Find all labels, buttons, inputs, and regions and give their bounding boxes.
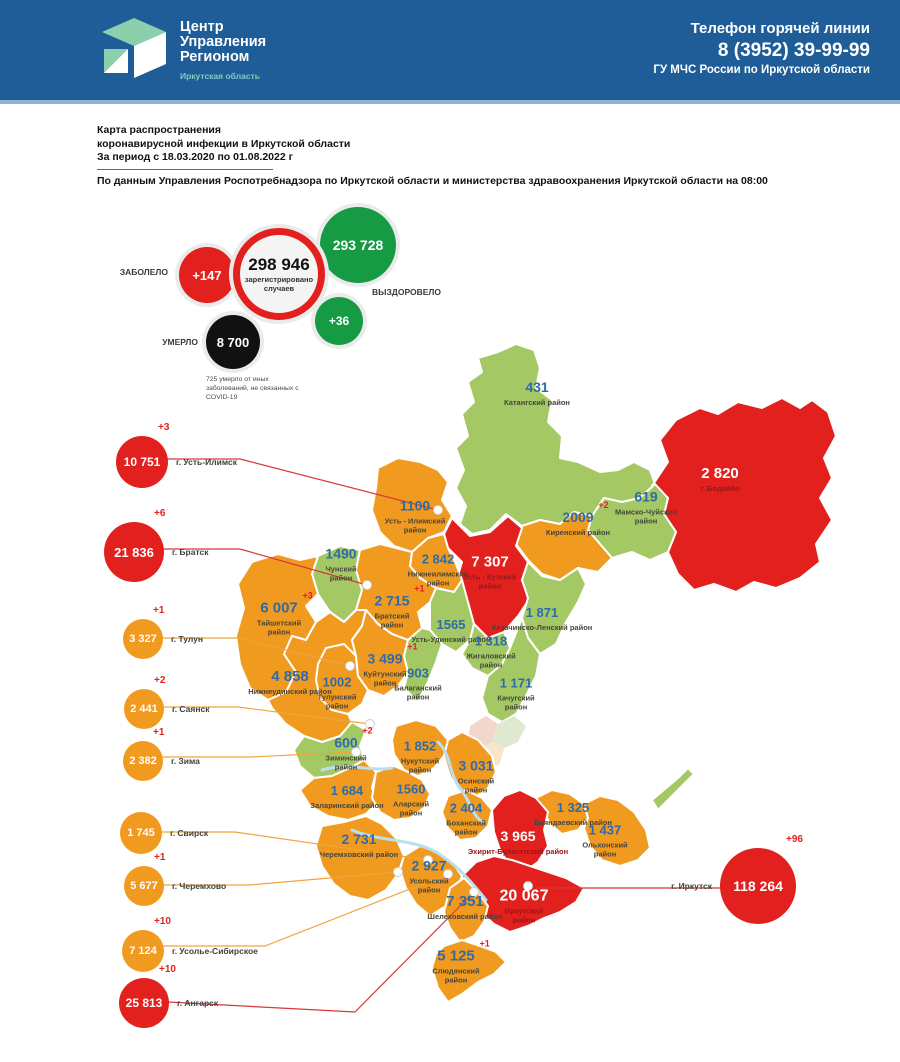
died-label: УМЕРЛО — [162, 337, 198, 347]
registered-circle — [233, 228, 325, 320]
district-ust-ilimsky — [380, 498, 450, 535]
district-kirensky-value: 2009 +2 — [562, 500, 609, 525]
district-bokhansky-value: 2 404 — [449, 800, 483, 816]
recovered-circle: 293 728 — [320, 207, 396, 283]
district-kazachinsko-lensky-value: 1 871 — [525, 605, 559, 620]
callout-irkutsk-label: г. Иркутск — [671, 881, 712, 891]
hotline-phone: 8 (3952) 39-99-99 — [717, 40, 870, 61]
district-cheremkhovsky — [320, 831, 398, 859]
map-title-line2: коронавирусной инфекции в Иркутской области — [97, 137, 351, 150]
district-taishetsky-value: 6 007 +3 — [260, 590, 313, 617]
district-bodaibo — [700, 465, 739, 493]
callout-cheremkhovo-circle — [124, 852, 227, 906]
district-balagansky-name: Балаганский район — [394, 683, 442, 702]
hotline-title: Телефон горячей линии — [690, 20, 870, 37]
district-nizhneilimsky-value: 2 842 — [421, 551, 455, 567]
district-taishetsky-name: Тайшетский район — [256, 618, 302, 637]
callout-cheremkhovo-delta: +1 — [154, 852, 166, 863]
callout-sayansk-delta: +2 — [154, 675, 166, 686]
callout-irkutsk-delta: +96 — [786, 834, 803, 845]
logo-title-line2: Управления — [180, 33, 267, 50]
district-bodaibo-value: 2 820 — [701, 465, 739, 482]
district-osinsky — [447, 758, 505, 795]
district-kuitunsky-name: Куйтунский район — [363, 669, 407, 688]
map-title-line1: Карта распространения — [97, 124, 222, 136]
logo-subtitle: Иркутская область — [180, 71, 260, 81]
district-shelekhovsky-name: Шелеховский район — [427, 912, 503, 921]
district-kazachinsko-lensky — [492, 604, 593, 632]
district-zalarinsky-value: 1 684 — [330, 783, 364, 798]
district-ekhirit-bulagatsky-name: Эхирит-Булагатский район — [467, 847, 569, 856]
callout-zima-label: г. Зима — [171, 756, 200, 766]
district-ust-udinsky-value: 1565 — [436, 617, 466, 632]
callout-tulun-value: 3 327 — [129, 633, 157, 645]
callout-bratsk-label: г. Братск — [172, 547, 209, 557]
callout-ust-ilimsk-label: г. Усть-Илимск — [176, 457, 238, 467]
region-ghost-2 — [492, 716, 526, 748]
district-usolsky-value: 2 927 — [411, 857, 447, 874]
callout-svirsk-label: г. Свирск — [170, 828, 209, 838]
callout-sayansk-value: 2 441 — [130, 703, 158, 715]
district-ziminsky-value: 600 +2 — [334, 725, 373, 751]
district-alarsky-value: 1560 — [396, 781, 426, 797]
district-ust-kutsky-name: Усть - Кутский район — [463, 572, 517, 591]
district-irkutsky-delta: +7 — [553, 878, 564, 889]
district-alarsky-name: Аларский район — [392, 799, 430, 818]
district-ekhirit-bulagatsky-value: 3 965 — [500, 828, 536, 844]
district-tulunsky — [306, 674, 368, 711]
district-ziminsky — [315, 725, 377, 772]
map-title-line3: За период с 18.03.2020 по 01.08.2022 г — [97, 151, 293, 164]
logo-title-line1: Центр — [180, 19, 224, 35]
region-olkhon-island — [652, 768, 694, 810]
district-nukutsky-name: Нукутский район — [400, 756, 440, 775]
district-bayandaevsky-value: 1 325 — [556, 800, 590, 815]
district-kirensky-name: Киренский район — [545, 528, 611, 537]
district-ekhirit-bulagatsky — [468, 828, 568, 856]
district-cheremkhovsky-value: 2 731 — [341, 831, 377, 847]
district-zhigalovsky — [454, 633, 528, 670]
district-bratsky-delta: +1 — [414, 583, 425, 594]
callout-tulun-circle — [123, 605, 204, 659]
callout-irkutsk-value: 118 264 — [733, 878, 783, 894]
infected-label: ЗАБОЛЕЛО — [119, 267, 168, 277]
callout-angarsk-delta: +10 — [159, 964, 176, 975]
district-kachugsky-name: Качугский район — [497, 693, 535, 712]
district-slyudyansky-value: 5 125 +1 — [437, 938, 490, 965]
district-balagansky-value: 903 — [407, 665, 429, 681]
registered-caption: зарегистрировано случаев — [244, 275, 314, 293]
district-shelekhovsky — [427, 893, 502, 921]
callout-sayansk-circle — [124, 675, 210, 729]
district-zalarinsky — [310, 782, 383, 810]
district-ust-kutsky-value: 7 307 — [471, 553, 509, 571]
callout-cheremkhovo-value: 5 677 — [130, 880, 158, 892]
callout-angarsk-value: 25 813 — [125, 996, 163, 1010]
district-tulunsky-name: Тулунский район — [317, 692, 357, 711]
district-zhigalovsky-value: 1 318 — [474, 633, 508, 649]
district-slyudyansky-delta: +1 — [479, 938, 490, 949]
callout-usolye-sibirskoye-value: 7 124 — [129, 945, 157, 957]
district-tulunsky-value: 1002 — [322, 674, 352, 690]
callout-angarsk-label: г. Ангарск — [177, 998, 219, 1008]
callout-ust-ilimsk-delta: +3 — [158, 422, 170, 433]
district-chunsky-value: 1490 — [325, 545, 357, 562]
registered-value: 298 946 — [248, 255, 310, 274]
recovered-delta-circle: +36 — [315, 297, 363, 345]
district-katangsky-value: 431 — [525, 379, 549, 395]
district-slyudyansky — [421, 938, 491, 985]
district-nizhneudinsky-value: 4 858 — [271, 668, 309, 685]
district-olkhonsky-value: 1 437 — [588, 822, 622, 838]
callout-svirsk-circle — [120, 812, 209, 854]
callout-zima-value: 2 382 — [129, 755, 157, 767]
data-source-line: По данным Управления Роспотребнадзора по Иркутской области и министерства здравоохранения Иркутской области на 08:00 — [97, 175, 768, 187]
district-chunsky-name: Чунский район — [325, 564, 357, 583]
district-bayandaevsky-name: Баяндаевский район — [534, 818, 612, 827]
callout-ust-ilimsk-value: 10 751 — [123, 455, 161, 469]
district-balagansky — [383, 665, 453, 702]
district-bodaibo-name: г. Бодайбо — [700, 484, 740, 493]
callout-irkutsk-circle — [671, 834, 803, 924]
callout-usolye-sibirskoye-circle — [122, 916, 258, 972]
logo-title-line3: Регионом — [180, 48, 250, 65]
district-ziminsky-name: Зиминский район — [325, 753, 367, 772]
district-bratsky-name: Братский район — [374, 611, 410, 630]
district-kirensky-delta: +2 — [598, 500, 609, 510]
callout-usolye-sibirskoye-delta: +10 — [154, 916, 171, 927]
callout-zima-delta: +1 — [153, 727, 165, 738]
callout-sayansk-label: г. Саянск — [172, 704, 210, 714]
district-irkutsky-value: 20 067 +7 — [499, 878, 564, 905]
district-ust-ilimsky-value: 1100 — [399, 497, 431, 514]
district-kirensky — [545, 500, 611, 537]
callout-tulun-label: г. Тулун — [171, 634, 204, 644]
callout-angarsk-circle — [119, 964, 219, 1028]
district-nizhneudinsky-name: Нижнеудинский район — [248, 687, 332, 696]
district-nukutsky-value: 1 852 — [403, 738, 437, 754]
district-kachugsky-value: 1 171 — [499, 675, 533, 691]
district-bokhansky-name: Боханский район — [446, 818, 486, 837]
district-cheremkhovsky-name: Черемховский район — [319, 850, 399, 859]
callout-usolye-sibirskoye-label: г. Усолье-Сибирское — [172, 946, 258, 956]
district-kuitunsky-value: 3 499 +1 — [367, 641, 418, 667]
district-zalarinsky-name: Заларинский район — [310, 801, 384, 810]
district-osinsky-value: 3 031 — [458, 757, 494, 774]
hotline-org: ГУ МЧС России по Иркутской области — [653, 64, 870, 76]
district-katangsky-name: Катангский район — [504, 398, 570, 407]
district-usolsky-name: Усольский район — [409, 876, 449, 895]
district-taishetsky-delta: +3 — [302, 590, 313, 601]
callout-ust-ilimsk-circle — [116, 422, 238, 488]
district-alarsky — [382, 781, 440, 818]
district-mamsko-chuysky — [611, 489, 681, 526]
district-olkhonsky-name: Ольхонский район — [582, 840, 628, 859]
callout-bratsk-delta: +6 — [154, 508, 166, 519]
district-ust-kutsky — [455, 554, 525, 591]
callout-tulun-delta: +1 — [153, 605, 165, 616]
district-taishetsky — [246, 590, 313, 637]
district-slyudyansky-name: Слюдянский район — [432, 966, 480, 985]
district-kazachinsko-lensky-name: Казачинско-Ленский район — [491, 623, 593, 632]
district-olkhonsky — [571, 822, 639, 859]
district-chunsky — [315, 546, 367, 583]
recovered-label: ВЫЗДОРОВЕЛО — [372, 287, 442, 297]
district-nizhneilimsky-name: Нижнеилимский район — [407, 569, 469, 588]
district-mamsko-chuysky-value: 619 — [634, 488, 658, 505]
district-irkutsky-name: Иркутский район — [504, 906, 544, 925]
district-zhigalovsky-name: Жигаловский район — [466, 651, 516, 670]
district-kachugsky — [486, 675, 546, 712]
died-footnote: 725 умерло от иных заболеваний, не связанных с COVID-19 — [206, 376, 299, 401]
district-usolsky — [399, 858, 459, 895]
callout-bratsk-value: 21 836 — [114, 544, 154, 560]
callout-cheremkhovo-label: г. Черемхово — [172, 881, 227, 891]
callout-zima-circle — [123, 727, 200, 781]
died-circle: 8 700 — [206, 315, 260, 369]
district-ust-ilimsky-name: Усть - Илимский район — [384, 516, 446, 535]
district-bratsky-value: 2 715 +1 — [374, 583, 425, 609]
district-kuitunsky-delta: +1 — [407, 641, 418, 652]
callout-bratsk-circle — [104, 508, 209, 582]
district-shelekhovsky-value: 7 351 — [446, 893, 484, 910]
district-katangsky — [504, 379, 570, 407]
district-mamsko-chuysky-name: Мамско-Чуйский район — [614, 507, 678, 526]
district-ust-udinsky-name: Усть-Удинский район — [411, 635, 491, 644]
district-ziminsky-delta: +2 — [362, 725, 373, 736]
district-nukutsky — [389, 738, 451, 775]
callout-svirsk-value: 1 745 — [127, 827, 155, 839]
district-osinsky-name: Осинский район — [457, 776, 495, 795]
infected-delta-circle: +147 — [179, 247, 235, 303]
